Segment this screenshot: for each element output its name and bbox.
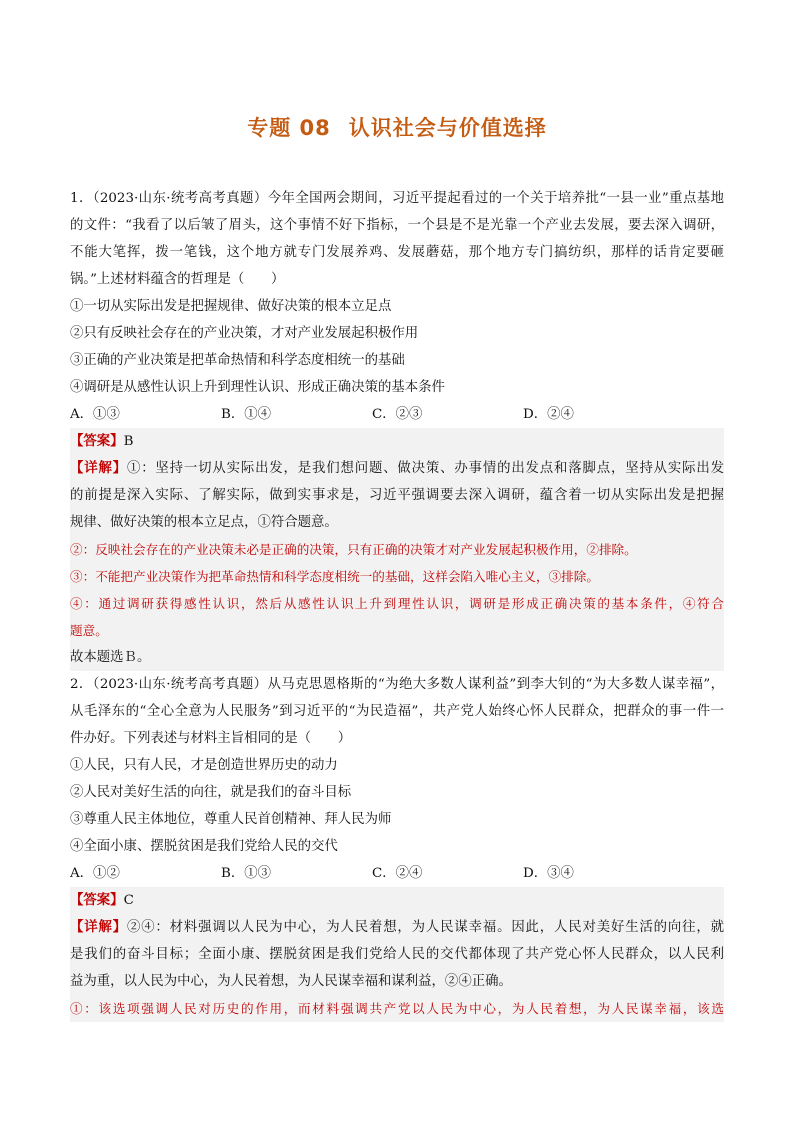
question-text-line: 件办好。下列表述与材料主旨相同的是（ ） <box>70 731 352 746</box>
option-d: D．③④ <box>523 866 574 881</box>
detail-tag: 【详解】 <box>70 919 127 935</box>
statement-item: ④全面小康、摆脱贫困是我们党给人民的交代 <box>70 839 338 854</box>
answer-tag: 【答案】 <box>70 892 124 908</box>
question-text-line: 锅。”上述材料蕴含的哲理是（ ） <box>70 272 285 287</box>
page-title <box>0 112 794 142</box>
statement-item: ③尊重人民主体地位，尊重人民首创精神、拜人民为师 <box>70 812 392 827</box>
detail-line <box>70 455 724 482</box>
statement-item: ④调研是从感性认识上升到理性认识、形成正确决策的基本条件 <box>70 380 445 395</box>
title-text: 认识社会与价值选择 <box>348 116 547 140</box>
option-b: B．①④ <box>221 407 272 422</box>
statement-item: ②只有反映社会存在的产业决策，才对产业发展起积极作用 <box>70 326 419 341</box>
question-text-line: 不能大笔挥，拨一笔钱，这个地方就专门发展养鸡、发展蘑菇，那个地方专门搞纺织，那样的话肯定要砸 <box>70 245 724 260</box>
option-a: A．①③ <box>70 407 120 422</box>
title-prefix: 专题 <box>247 116 292 140</box>
detail-line: 规律、做好决策的根本立足点，①符合题意。 <box>70 515 338 530</box>
statement-item: ②人民对美好生活的向往，就是我们的奋斗目标 <box>70 785 352 800</box>
option-c: C．②④ <box>372 866 423 881</box>
analysis-line: ④：通过调研获得感性认识，然后从感性认识上升到理性认识，调研是形成正确决策的基本条件，④符合 <box>70 596 724 611</box>
option-d: D．②④ <box>523 407 574 422</box>
document-body <box>70 185 724 1022</box>
answer-options <box>70 860 724 887</box>
statement-item: ①一切从实际出发是把握规律、做好决策的根本立足点 <box>70 299 392 314</box>
question-1 <box>70 185 724 671</box>
answer-value: B <box>123 434 134 449</box>
option-b: B．①③ <box>221 866 272 881</box>
option-c: C．②③ <box>372 407 423 422</box>
analysis-line: ①：该选项强调人民对历史的作用，而材料强调共产党以人民为中心，为人民着想，为人民谋幸福，该选 <box>70 1001 724 1016</box>
detail-line: 是我们的奋斗目标；全面小康、摆脱贫困是我们党给人民的交代都体现了共产党心怀人民群众，以人民利 <box>70 947 724 962</box>
analysis-line: ③：不能把产业决策作为把革命热情和科学态度相统一的基础，这样会陷入唯心主义，③排除。 <box>70 569 599 584</box>
option-a: A．①② <box>70 866 120 881</box>
detail-line: 的前提是深入实际、了解实际，做到实事求是，习近平强调要去深入调研，蕴含着一切从实际出发是把握 <box>70 488 724 503</box>
detail-line <box>70 914 724 941</box>
analysis-line: 题意。 <box>70 623 108 638</box>
answer-line <box>70 887 724 914</box>
question-2 <box>70 671 724 1022</box>
question-text-line: 2．（2023·山东·统考高考真题）从马克思恩格斯的“为绝大多数人谋利益”到李大钊的“为大多数人谋幸福”， <box>70 677 724 692</box>
answer-value: C <box>123 893 134 908</box>
detail-text: ①：坚持一切从实际出发，是我们想问题、做决策、办事情的出发点和落脚点，坚持从实际出发 <box>126 461 724 476</box>
statement-item: ①人民，只有人民，才是创造世界历史的动力 <box>70 758 338 773</box>
conclusion-line: 故本题选Ｂ。 <box>70 650 151 665</box>
answer-tag: 【答案】 <box>70 433 124 449</box>
answer-line <box>70 428 724 455</box>
statement-item: ③正确的产业决策是把革命热情和科学态度相统一的基础 <box>70 353 405 368</box>
question-text-line: 1．（2023·山东·统考高考真题）今年全国两会期间，习近平提起看过的一个关于培养批“一县一业”重点基地 <box>70 191 724 206</box>
analysis-line: ②：反映社会存在的产业决策未必是正确的决策，只有正确的决策才对产业发展起积极作用，②排除。 <box>70 542 637 557</box>
question-text-line: 从毛泽东的“全心全意为人民服务”到习近平的“为民造福”，共产党人始终心怀人民群众，把群众的事一件一 <box>70 704 724 719</box>
question-text-line: 的文件：“我看了以后皱了眉头，这个事情不好下指标，一个县是不是光靠一个产业去发展，要去深入调研， <box>70 218 724 233</box>
answer-options <box>70 401 724 428</box>
detail-tag: 【详解】 <box>70 460 127 476</box>
detail-text: ②④：材料强调以人民为中心，为人民着想，为人民谋幸福。因此，人民对美好生活的向往，就 <box>126 920 724 935</box>
title-number: 08 <box>299 116 331 140</box>
solution-block <box>70 428 724 671</box>
solution-block <box>70 887 724 1022</box>
detail-line: 益为重，以人民为中心，为人民着想，为人民谋幸福和谋利益，②④正确。 <box>70 974 512 989</box>
